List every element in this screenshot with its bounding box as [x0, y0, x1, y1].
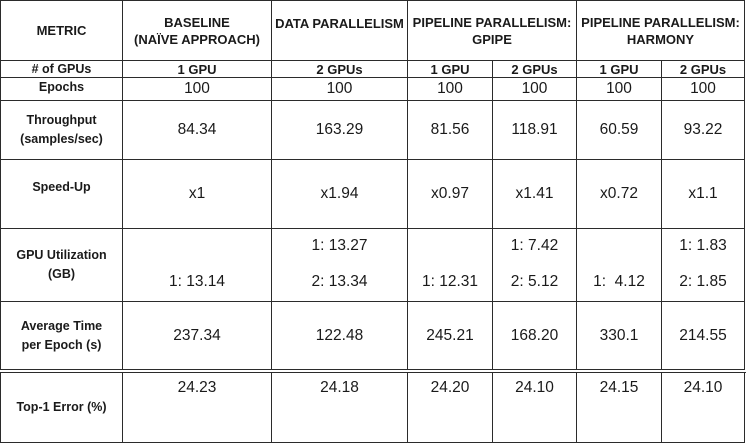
speedup-baseline	[123, 160, 272, 229]
header-metric-text: METRIC	[36, 23, 87, 38]
top1-baseline-text: 24.23	[177, 379, 217, 396]
header-gpipe-line2: GPIPE	[472, 31, 512, 47]
top1-dp-text: 24.18	[320, 379, 359, 396]
gpu-util-baseline	[123, 229, 272, 302]
row-label-avg-time-line2: per Epoch (s)	[21, 337, 102, 352]
header-harmony-line2: HARMONY	[626, 31, 695, 47]
gpu-util-harmony-1	[577, 229, 662, 302]
throughput-gpipe-1-text: 81.56	[430, 121, 470, 138]
avg-time-baseline	[123, 302, 272, 370]
throughput-gpipe-2	[493, 101, 577, 160]
throughput-dp-text: 163.29	[315, 121, 364, 138]
throughput-baseline	[123, 101, 272, 160]
throughput-harmony-2-text: 93.22	[683, 121, 723, 138]
gpu-util-dp	[272, 229, 408, 302]
row-label-top1	[0, 373, 123, 443]
avg-time-harmony-1	[577, 302, 662, 370]
gpus-dp	[272, 61, 408, 78]
avg-time-gpipe-2	[493, 302, 577, 370]
header-harmony-line1: PIPELINE PARALLELISM:	[581, 14, 740, 30]
epochs-baseline	[123, 78, 272, 101]
row-label-epochs-text: Epochs	[38, 80, 85, 94]
avg-time-harmony-2-text: 214.55	[679, 326, 727, 344]
header-gpipe-line1: PIPELINE PARALLELISM:	[412, 14, 572, 30]
row-label-avg-time	[0, 302, 123, 370]
epochs-gpipe-2-text: 100	[521, 80, 548, 97]
speedup-gpipe-1-text: x0.97	[431, 185, 469, 202]
row-label-speedup-text: Speed-Up	[32, 180, 91, 194]
speedup-harmony-2	[662, 160, 745, 229]
top1-harmony-1	[577, 373, 662, 443]
header-baseline-line1: BASELINE	[164, 14, 230, 30]
top1-gpipe-1	[408, 373, 493, 443]
epochs-harmony-2	[662, 78, 745, 101]
row-label-gpu-util	[0, 229, 123, 302]
throughput-harmony-1-text: 60.59	[599, 121, 639, 138]
gpu-util-baseline-text: 1: 13.14	[168, 273, 226, 290]
speedup-harmony-1-text: x0.72	[600, 185, 638, 202]
epochs-harmony-1-text: 100	[606, 80, 632, 97]
gpus-harmony-2	[662, 61, 745, 78]
avg-time-dp	[272, 302, 408, 370]
gpus-gpipe-2	[493, 61, 577, 78]
avg-time-harmony-1-text: 330.1	[599, 326, 639, 344]
throughput-gpipe-1	[408, 101, 493, 160]
avg-time-gpipe-1-text: 245.21	[426, 326, 474, 344]
epochs-harmony-2-text: 100	[690, 80, 716, 97]
header-metric	[0, 0, 123, 61]
epochs-gpipe-1	[408, 78, 493, 101]
throughput-harmony-2	[662, 101, 745, 160]
epochs-dp	[272, 78, 408, 101]
gpu-util-gpipe-2-gpu1: 1: 7.42	[510, 237, 559, 254]
top1-gpipe-2	[493, 373, 577, 443]
row-label-gpu-util-line1: GPU Utilization	[16, 248, 107, 262]
row-label-avg-time-line1: Average Time	[20, 318, 103, 333]
top1-harmony-2-text: 24.10	[683, 379, 723, 396]
row-label-gpu-util-line2: (GB)	[47, 267, 76, 281]
row-label-speedup	[0, 160, 123, 229]
gpu-util-harmony-2-gpu2: 2: 1.85	[679, 273, 727, 290]
gpus-gpipe-1-text: 1 GPU	[430, 61, 470, 77]
gpu-util-dp-gpu1: 1: 13.27	[311, 237, 368, 254]
header-data-parallelism	[272, 0, 408, 61]
gpus-harmony-2-text: 2 GPUs	[679, 61, 727, 77]
top1-gpipe-1-text: 24.20	[430, 379, 470, 396]
avg-time-harmony-2	[662, 302, 745, 370]
speedup-gpipe-1	[408, 160, 493, 229]
avg-time-gpipe-1	[408, 302, 493, 370]
epochs-dp-text: 100	[326, 80, 353, 97]
throughput-gpipe-2-text: 118.91	[511, 121, 558, 138]
gpu-util-gpipe-2	[493, 229, 577, 302]
top1-baseline	[123, 373, 272, 443]
top1-harmony-2	[662, 373, 745, 443]
row-label-gpus	[0, 61, 123, 78]
top1-harmony-1-text: 24.15	[599, 379, 639, 396]
row-label-gpus-text: # of GPUs	[31, 61, 92, 76]
gpus-gpipe-1	[408, 61, 493, 78]
epochs-gpipe-1-text: 100	[437, 80, 463, 97]
gpu-util-harmony-2	[662, 229, 745, 302]
gpu-util-harmony-1-text: 1: 4.12	[593, 273, 645, 290]
row-label-epochs	[0, 78, 123, 101]
row-label-throughput-line2: (samples/sec)	[20, 132, 103, 146]
gpu-util-gpipe-1	[408, 229, 493, 302]
gpu-util-harmony-2-gpu1: 1: 1.83	[679, 237, 727, 254]
avg-time-dp-text: 122.48	[315, 326, 364, 344]
gpus-harmony-1-text: 1 GPU	[599, 61, 639, 77]
speedup-harmony-2-text: x1.1	[688, 185, 718, 202]
row-label-throughput-line1: Throughput	[26, 113, 97, 127]
header-harmony	[577, 0, 745, 61]
header-baseline	[123, 0, 272, 61]
header-gpipe	[408, 0, 577, 61]
header-baseline-line2: (NAÏVE APPROACH)	[134, 31, 260, 47]
gpus-dp-text: 2 GPUs	[316, 61, 363, 77]
speedup-dp-text: x1.94	[320, 185, 359, 202]
avg-time-baseline-text: 237.34	[173, 326, 221, 344]
gpus-harmony-1	[577, 61, 662, 78]
speedup-dp	[272, 160, 408, 229]
gpu-util-gpipe-1-text: 1: 12.31	[421, 273, 479, 290]
speedup-gpipe-2-text: x1.41	[515, 185, 554, 202]
row-label-top1-text: Top-1 Error (%)	[16, 400, 107, 414]
throughput-harmony-1	[577, 101, 662, 160]
epochs-harmony-1	[577, 78, 662, 101]
gpus-baseline	[123, 61, 272, 78]
gpu-util-dp-gpu2: 2: 13.34	[311, 273, 368, 290]
epochs-baseline-text: 100	[184, 80, 210, 97]
row-label-throughput	[0, 101, 123, 160]
speedup-gpipe-2	[493, 160, 577, 229]
avg-time-gpipe-2-text: 168.20	[510, 326, 559, 344]
speedup-baseline-text: x1	[188, 185, 206, 202]
gpus-gpipe-2-text: 2 GPUs	[511, 61, 558, 77]
throughput-baseline-text: 84.34	[177, 121, 217, 138]
top1-dp	[272, 373, 408, 443]
top1-gpipe-2-text: 24.10	[515, 379, 554, 396]
speedup-harmony-1	[577, 160, 662, 229]
gpu-util-gpipe-2-gpu2: 2: 5.12	[510, 273, 559, 290]
epochs-gpipe-2	[493, 78, 577, 101]
header-data-parallelism-text: DATA PARALLELISM	[275, 16, 404, 31]
throughput-dp	[272, 101, 408, 160]
gpus-baseline-text: 1 GPU	[177, 61, 217, 77]
